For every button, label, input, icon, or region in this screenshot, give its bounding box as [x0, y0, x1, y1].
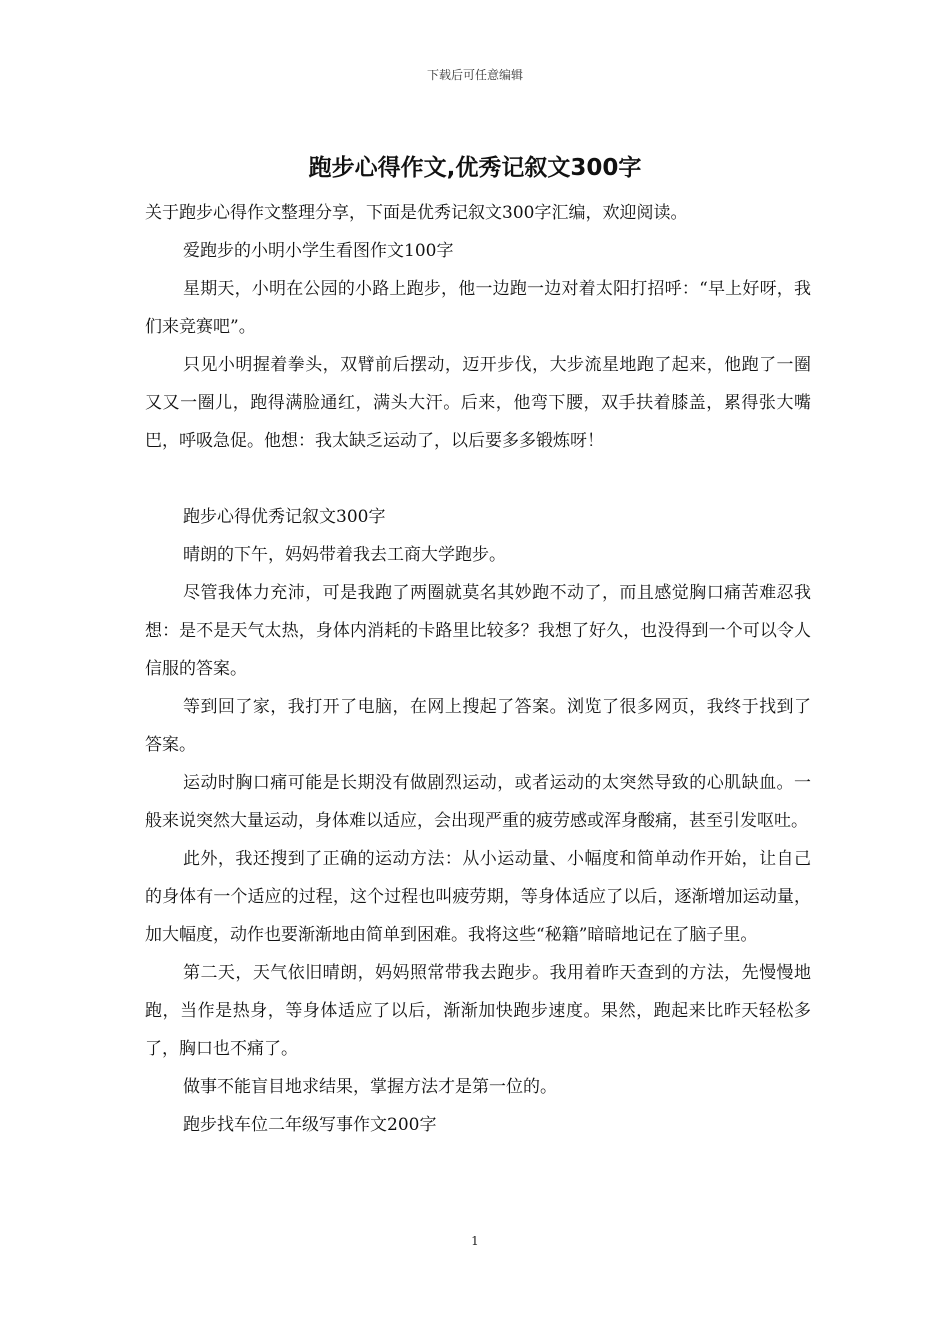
paragraph: 此外，我还搜到了正确的运动方法：从小运动量、小幅度和简单动作开始，让自己的身体有一个适应的过程，这个过程也叫疲劳期，等身体适应了以后，逐渐增加运动量，加大幅度，动作也要渐渐地由简单到困难。我将这些“秘籍”暗暗地记在了脑子里。 — [145, 849, 811, 945]
document-title: 跑步心得作文,优秀记叙文300字 — [308, 155, 642, 181]
document-body — [145, 194, 811, 1144]
paragraph: 尽管我体力充沛，可是我跑了两圈就莫名其妙跑不动了，而且感觉胸口痛苦难忍我想：是不是天气太热，身体内消耗的卡路里比较多？我想了好久，也没得到一个可以令人信服的答案。 — [145, 583, 811, 679]
paragraph: 只见小明握着拳头，双臂前后摆动，迈开步伐，大步流星地跑了起来，他跑了一圈又又一圈儿，跑得满脸通红，满头大汗。后来，他弯下腰，双手扶着膝盖，累得张大嘴巴，呼吸急促。他想：我太缺乏运动了，以后要多多锻炼呀！ — [145, 355, 811, 451]
paragraph: 晴朗的下午，妈妈带着我去工商大学跑步。 — [183, 545, 506, 565]
paragraph: 做事不能盲目地求结果，掌握方法才是第一位的。 — [183, 1077, 557, 1097]
paragraph: 星期天，小明在公园的小路上跑步，他一边跑一边对着太阳打招呼：“早上好呀，我们来竞赛吧”。 — [145, 279, 811, 337]
blank-line — [145, 460, 811, 498]
page-number: 1 — [471, 1234, 479, 1248]
paragraph: 等到回了家，我打开了电脑，在网上搜起了答案。浏览了很多网页，我终于找到了答案。 — [145, 697, 811, 755]
section-heading-1: 爱跑步的小明小学生看图作文100字 — [183, 241, 454, 261]
page-header-note: 下载后可任意编辑 — [426, 68, 523, 82]
section-heading-3: 跑步找车位二年级写事作文200字 — [183, 1115, 437, 1135]
paragraph: 第二天，天气依旧晴朗，妈妈照常带我去跑步。我用着昨天查到的方法，先慢慢地跑，当作是热身，等身体适应了以后，渐渐加快跑步速度。果然，跑起来比昨天轻松多了，胸口也不痛了。 — [145, 963, 811, 1059]
paragraph: 运动时胸口痛可能是长期没有做剧烈运动，或者运动的太突然导致的心肌缺血。一般来说突然大量运动，身体难以适应，会出现严重的疲劳感或浑身酸痛，甚至引发呕吐。 — [145, 773, 811, 831]
intro-paragraph: 关于跑步心得作文整理分享，下面是优秀记叙文300字汇编，欢迎阅读。 — [145, 203, 688, 223]
section-heading-2: 跑步心得优秀记叙文300字 — [183, 507, 386, 527]
